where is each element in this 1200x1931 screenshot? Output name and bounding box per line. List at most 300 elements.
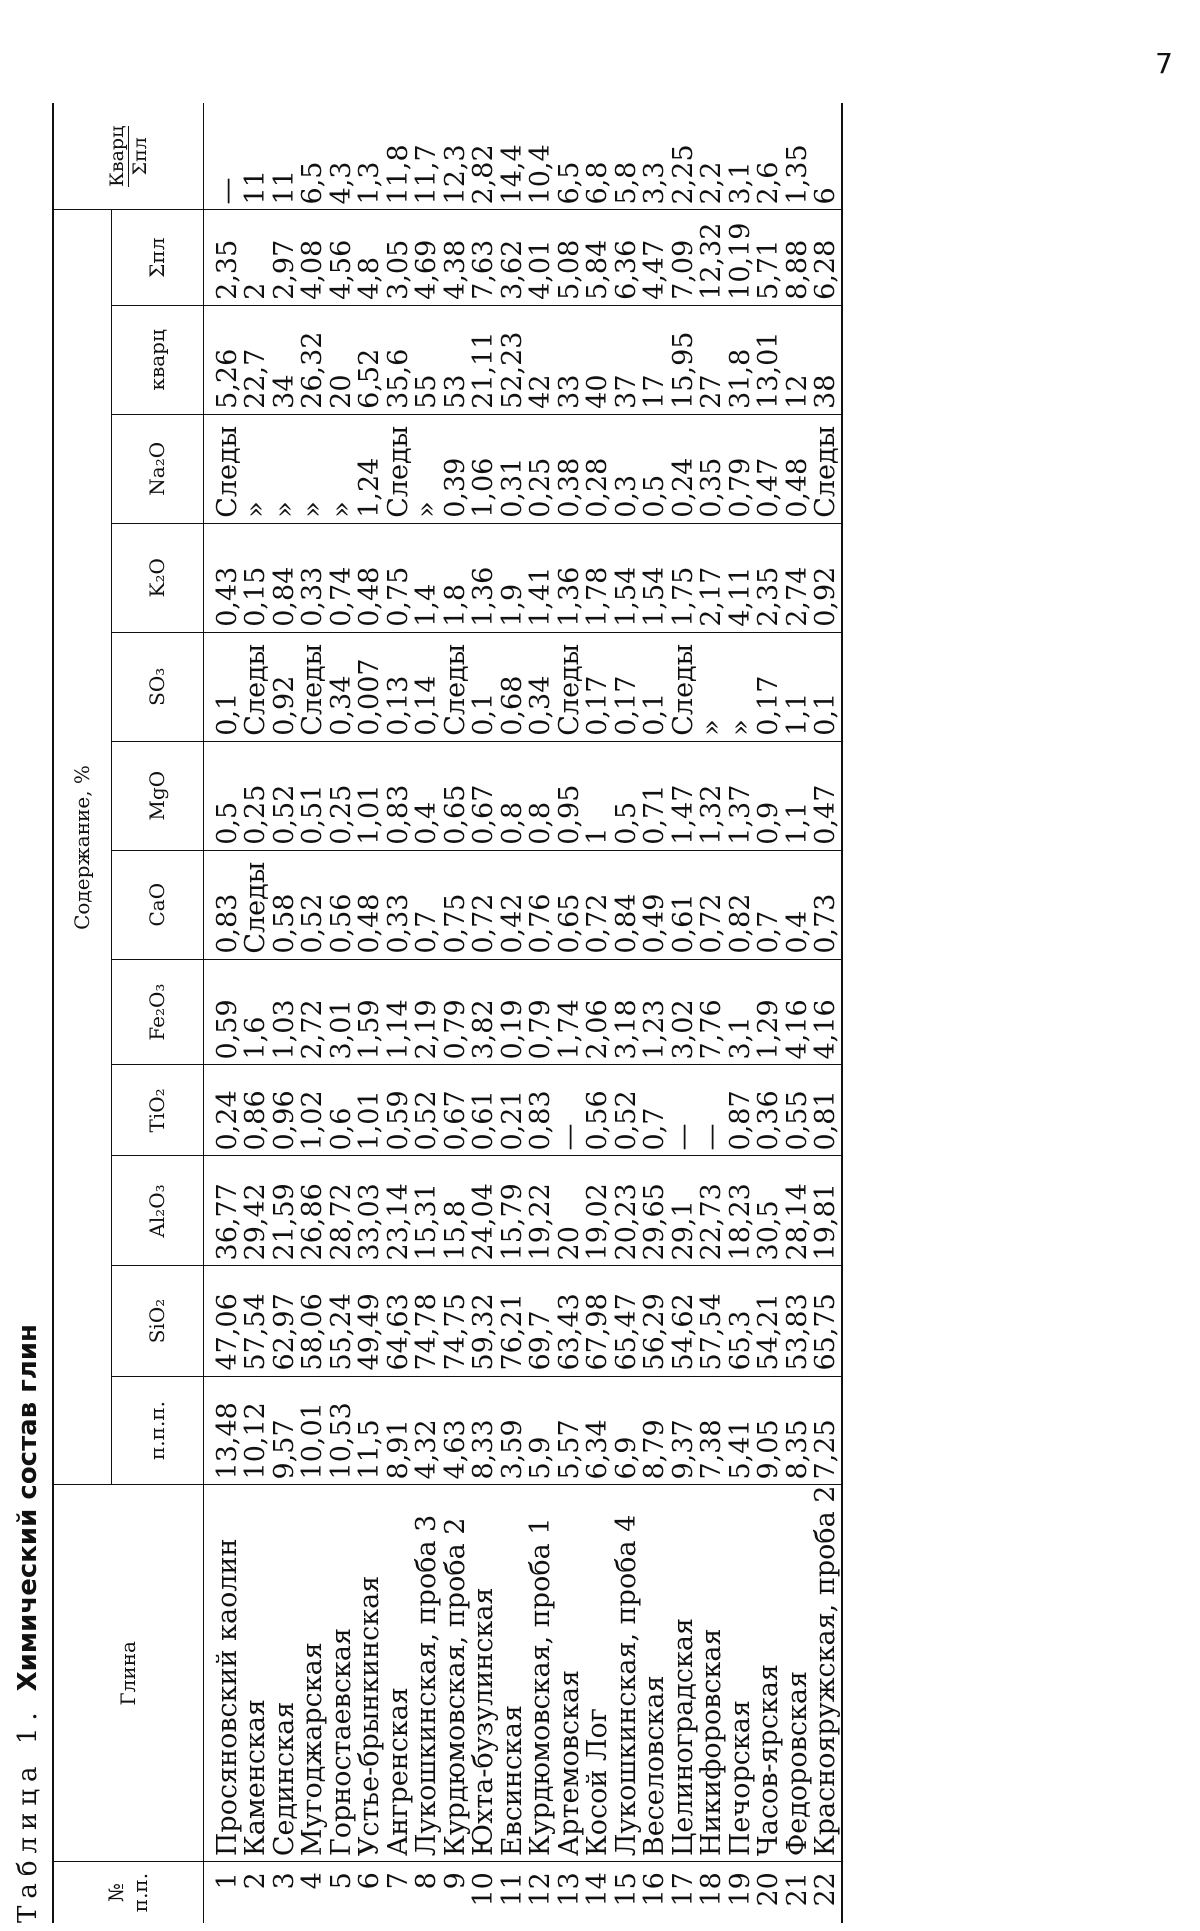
cell-value: 6,8	[584, 103, 613, 210]
cell-value: 12,32	[698, 210, 727, 305]
header-col-3: TiO₂	[111, 1065, 203, 1156]
table-row	[271, 103, 300, 1923]
cell-value: 0,95	[556, 741, 585, 850]
cell-value: 4,11	[727, 523, 756, 632]
cell-value: 76,21	[499, 1266, 528, 1376]
cell-value: 62,97	[271, 1266, 300, 1376]
cell-value: 14,4	[499, 103, 528, 210]
cell-value: 0,35	[698, 414, 727, 523]
cell-value: 1,36	[556, 523, 585, 632]
table-row	[527, 103, 556, 1923]
cell-value: 5,08	[556, 210, 585, 305]
cell-value: 0,82	[727, 850, 756, 959]
cell-value: 0,81	[812, 1065, 842, 1156]
cell-value: 1,06	[470, 414, 499, 523]
table-row	[442, 103, 471, 1923]
cell-value: 0,52	[271, 741, 300, 850]
cell-value: 1,47	[670, 741, 699, 850]
table-row	[499, 103, 528, 1923]
cell-value: »	[299, 414, 328, 523]
cell-value: 21,59	[271, 1156, 300, 1266]
row-number: 7	[382, 1872, 414, 1890]
cell-value: 0,33	[385, 850, 414, 959]
cell-value: 7,25	[812, 1376, 842, 1485]
cell-value: 42	[527, 305, 556, 414]
cell-value: 0,3	[613, 414, 642, 523]
cell-value: 11,7	[413, 103, 442, 210]
cell-value: 1,59	[356, 959, 385, 1065]
cell-value: 47,06	[203, 1266, 242, 1376]
cell-value: 0,43	[203, 523, 242, 632]
cell-value: 11	[242, 103, 271, 210]
cell-value: 0,34	[527, 632, 556, 741]
cell-value: 23,14	[385, 1156, 414, 1266]
cell-value: 26,86	[299, 1156, 328, 1266]
header-content-group: Содержание, %	[53, 210, 111, 1485]
cell-value: 2,35	[755, 523, 784, 632]
cell-value: 0,84	[613, 850, 642, 959]
cell-value: 0,31	[499, 414, 528, 523]
row-number: 17	[667, 1872, 699, 1907]
cell-value: 10,4	[527, 103, 556, 210]
cell-value: 0,42	[499, 850, 528, 959]
cell-value: 9,05	[755, 1376, 784, 1485]
cell-value: —	[556, 1065, 585, 1156]
cell-value: 52,23	[499, 305, 528, 414]
cell-value: 7,63	[470, 210, 499, 305]
cell-value: 0,6	[328, 1065, 357, 1156]
cell-value: 6,5	[299, 103, 328, 210]
cell-value: 0,5	[203, 741, 242, 850]
row-number: 1	[211, 1872, 243, 1890]
cell-value: 0,24	[203, 1065, 242, 1156]
cell-value: 1,41	[527, 523, 556, 632]
table-row	[641, 103, 670, 1923]
table-row	[242, 103, 271, 1923]
cell-value: 0,84	[271, 523, 300, 632]
cell-value: 0,56	[328, 850, 357, 959]
cell-value: 3,02	[670, 959, 699, 1065]
cell-value: 58,06	[299, 1266, 328, 1376]
caption-title: Химический состав глин	[13, 1323, 43, 1692]
cell-value: 1,8	[442, 523, 471, 632]
cell-value: 0,1	[641, 632, 670, 741]
header-num: № п.п.	[53, 1862, 203, 1923]
cell-value: 0,75	[385, 523, 414, 632]
cell-value: 0,87	[727, 1065, 756, 1156]
cell-value: 8,33	[470, 1376, 499, 1485]
cell-value: 64,63	[385, 1266, 414, 1376]
cell-value: 0,59	[203, 959, 242, 1065]
cell-value: 0,67	[442, 1065, 471, 1156]
header-col-9: Na₂O	[111, 414, 203, 523]
cell-value: 0,8	[527, 741, 556, 850]
cell-value: 0,33	[299, 523, 328, 632]
cell-value: 0,71	[641, 741, 670, 850]
cell-value: »	[413, 414, 442, 523]
table-row	[670, 103, 699, 1923]
cell-value: 19,22	[527, 1156, 556, 1266]
cell-value: 0,58	[271, 850, 300, 959]
cell-value: 2	[242, 210, 271, 305]
cell-value: 1,3	[356, 103, 385, 210]
table-row	[328, 103, 357, 1923]
chemical-composition-table	[52, 103, 843, 1923]
cell-value: 0,25	[242, 741, 271, 850]
clay-name: Целиноградская	[670, 1485, 699, 1862]
clay-name: Мугоджарская	[299, 1485, 328, 1862]
cell-value: 35,6	[385, 305, 414, 414]
cell-value: 34	[271, 305, 300, 414]
cell-value: 0,7	[413, 850, 442, 959]
table-row	[784, 103, 813, 1923]
row-number: 19	[724, 1872, 756, 1907]
clay-name: Веселовская	[641, 1485, 670, 1862]
header-col-8: K₂O	[111, 523, 203, 632]
cell-value: 0,59	[385, 1065, 414, 1156]
cell-value: 2,17	[698, 523, 727, 632]
header-ratio-denominator: Σпл	[128, 137, 151, 176]
cell-value: 3,01	[328, 959, 357, 1065]
cell-value: 0,61	[470, 1065, 499, 1156]
cell-value: 28,14	[784, 1156, 813, 1266]
cell-value: 20	[556, 1156, 585, 1266]
cell-value: 63,43	[556, 1266, 585, 1376]
cell-value: Следы	[812, 414, 842, 523]
cell-value: 0,38	[556, 414, 585, 523]
cell-value: 0,79	[527, 959, 556, 1065]
header-col-6: MgO	[111, 741, 203, 850]
cell-value: 4,32	[413, 1376, 442, 1485]
cell-value: 40	[584, 305, 613, 414]
cell-value: 0,83	[385, 741, 414, 850]
cell-value: 2,6	[755, 103, 784, 210]
table-row	[556, 103, 585, 1923]
table-row	[299, 103, 328, 1923]
cell-value: 6,34	[584, 1376, 613, 1485]
cell-value: 7,38	[698, 1376, 727, 1485]
cell-value: Следы	[203, 414, 242, 523]
cell-value: 0,13	[385, 632, 414, 741]
cell-value: »	[698, 632, 727, 741]
cell-value: 31,8	[727, 305, 756, 414]
cell-value: 0,28	[584, 414, 613, 523]
cell-value: 57,54	[242, 1266, 271, 1376]
cell-value: 0,73	[812, 850, 842, 959]
cell-value: 29,42	[242, 1156, 271, 1266]
cell-value: Следы	[385, 414, 414, 523]
table-row	[812, 103, 842, 1923]
cell-value: 1,14	[385, 959, 414, 1065]
header-col-5: CaO	[111, 850, 203, 959]
cell-value: 53,83	[784, 1266, 813, 1376]
cell-value: 0,25	[328, 741, 357, 850]
cell-value: 0,25	[527, 414, 556, 523]
cell-value: 20	[328, 305, 357, 414]
clay-name: Просяновский каолин	[203, 1485, 242, 1862]
cell-value: 55,24	[328, 1266, 357, 1376]
cell-value: 10,01	[299, 1376, 328, 1485]
cell-value: 0,1	[203, 632, 242, 741]
cell-value: 12	[784, 305, 813, 414]
cell-value: 1,74	[556, 959, 585, 1065]
cell-value: 0,83	[203, 850, 242, 959]
cell-value: 1,23	[641, 959, 670, 1065]
cell-value: 1,32	[698, 741, 727, 850]
cell-value: 1,4	[413, 523, 442, 632]
cell-value: 59,32	[470, 1266, 499, 1376]
cell-value: 27	[698, 305, 727, 414]
clay-name: Никифоровская	[698, 1485, 727, 1862]
cell-value: 8,91	[385, 1376, 414, 1485]
cell-value: 30,5	[755, 1156, 784, 1266]
cell-value: 8,88	[784, 210, 813, 305]
row-number: 2	[240, 1872, 271, 1890]
cell-value: 53	[442, 305, 471, 414]
cell-value: 4,16	[784, 959, 813, 1065]
cell-value: 0,52	[413, 1065, 442, 1156]
cell-value: Следы	[242, 632, 271, 741]
cell-value: 55	[413, 305, 442, 414]
cell-value: 0,86	[242, 1065, 271, 1156]
cell-value: 5,26	[203, 305, 242, 414]
cell-value: 3,82	[470, 959, 499, 1065]
cell-value: 0,68	[499, 632, 528, 741]
clay-name: Каменская	[242, 1485, 271, 1862]
row-number: 18	[696, 1872, 727, 1907]
cell-value: 3,3	[641, 103, 670, 210]
cell-value: 0,7	[641, 1065, 670, 1156]
row-number: 22	[812, 1862, 842, 1923]
cell-value: 12,3	[442, 103, 471, 210]
cell-value: »	[727, 632, 756, 741]
cell-value: 56,29	[641, 1266, 670, 1376]
cell-value: 5,57	[556, 1376, 585, 1485]
table-row	[584, 103, 613, 1923]
cell-value: 20,23	[613, 1156, 642, 1266]
header-col-2: Al₂O₃	[111, 1156, 203, 1266]
cell-value: 0,65	[442, 741, 471, 850]
row-number: 20	[753, 1872, 784, 1907]
cell-value: 0,47	[812, 741, 842, 850]
cell-value: 57,54	[698, 1266, 727, 1376]
cell-value: 9,37	[670, 1376, 699, 1485]
header-col-4: Fe₂O₃	[111, 959, 203, 1065]
cell-value: 29,1	[670, 1156, 699, 1266]
cell-value: 22,7	[242, 305, 271, 414]
cell-value: 4,38	[442, 210, 471, 305]
clay-name: Лукошкинская, проба 4	[613, 1485, 642, 1862]
cell-value: 6,5	[556, 103, 585, 210]
cell-value: 37	[613, 305, 642, 414]
cell-value: 4,56	[328, 210, 357, 305]
cell-value: 13,01	[755, 305, 784, 414]
cell-value: 67,98	[584, 1266, 613, 1376]
cell-value: 0,9	[755, 741, 784, 850]
cell-value: 3,1	[727, 103, 756, 210]
cell-value: 18,23	[727, 1156, 756, 1266]
cell-value: 3,1	[727, 959, 756, 1065]
cell-value: 1,78	[584, 523, 613, 632]
cell-value: 0,39	[442, 414, 471, 523]
row-number: 11	[496, 1872, 528, 1907]
cell-value: 17	[641, 305, 670, 414]
cell-value: 0,007	[356, 632, 385, 741]
cell-value: 0,55	[784, 1065, 813, 1156]
cell-value: 74,78	[413, 1266, 442, 1376]
header-col-1: SiO₂	[111, 1266, 203, 1376]
cell-value: Следы	[299, 632, 328, 741]
cell-value: 1,24	[356, 414, 385, 523]
cell-value: 3,59	[499, 1376, 528, 1485]
cell-value: 0,74	[328, 523, 357, 632]
row-number: 5	[325, 1872, 357, 1890]
cell-value: 0,65	[556, 850, 585, 959]
cell-value: 4,01	[527, 210, 556, 305]
clay-name: Краснояружская, проба 2	[812, 1485, 842, 1862]
cell-value: —	[203, 103, 242, 210]
cell-value: 15,31	[413, 1156, 442, 1266]
cell-value: 0,8	[499, 741, 528, 850]
cell-value: 2,97	[271, 210, 300, 305]
row-number: 10	[468, 1872, 499, 1907]
cell-value: 4,69	[413, 210, 442, 305]
cell-value: 3,62	[499, 210, 528, 305]
cell-value: 1,1	[784, 741, 813, 850]
clay-name: Горностаевская	[328, 1485, 357, 1862]
cell-value: 0,47	[755, 414, 784, 523]
cell-value: 1,36	[470, 523, 499, 632]
cell-value: »	[328, 414, 357, 523]
cell-value: 65,75	[812, 1266, 842, 1376]
cell-value: —	[670, 1065, 699, 1156]
cell-value: 1,03	[271, 959, 300, 1065]
cell-value: 0,52	[613, 1065, 642, 1156]
clay-name: Печорская	[727, 1485, 756, 1862]
cell-value: 22,73	[698, 1156, 727, 1266]
cell-value: 11,5	[356, 1376, 385, 1485]
cell-value: 6,28	[812, 210, 842, 305]
table-row	[755, 103, 784, 1923]
cell-value: 0,17	[584, 632, 613, 741]
clay-name: Сединская	[271, 1485, 300, 1862]
caption-label: Таблица 1.	[13, 1705, 43, 1923]
cell-value: 33,03	[356, 1156, 385, 1266]
cell-value: 2,82	[470, 103, 499, 210]
clay-name: Косой Лог	[584, 1485, 613, 1862]
cell-value: 0,17	[613, 632, 642, 741]
cell-value: 8,79	[641, 1376, 670, 1485]
cell-value: 0,75	[442, 850, 471, 959]
header-col-7: SO₃	[111, 632, 203, 741]
cell-value: 0,92	[812, 523, 842, 632]
cell-value: 5,71	[755, 210, 784, 305]
cell-value: 38	[812, 305, 842, 414]
cell-value: 19,02	[584, 1156, 613, 1266]
cell-value: 10,12	[242, 1376, 271, 1485]
row-number: 4	[297, 1872, 328, 1890]
cell-value: 0,34	[328, 632, 357, 741]
cell-value: 0,76	[527, 850, 556, 959]
cell-value: 0,72	[470, 850, 499, 959]
table-row	[698, 103, 727, 1923]
cell-value: 4,3	[328, 103, 357, 210]
clay-name: Ангренская	[385, 1485, 414, 1862]
cell-value: —	[698, 1065, 727, 1156]
cell-value: 0,19	[499, 959, 528, 1065]
cell-value: 21,11	[470, 305, 499, 414]
row-number: 8	[411, 1872, 442, 1890]
cell-value: 0,1	[812, 632, 842, 741]
clay-name: Курдюмовская, проба 1	[527, 1485, 556, 1862]
row-number: 6	[354, 1872, 385, 1890]
cell-value: 1,75	[670, 523, 699, 632]
cell-value: 15,8	[442, 1156, 471, 1266]
cell-value: 0,17	[755, 632, 784, 741]
cell-value: 2,25	[670, 103, 699, 210]
cell-value: 0,72	[584, 850, 613, 959]
clay-name: Юхта-бузулинская	[470, 1485, 499, 1862]
cell-value: 1,37	[727, 741, 756, 850]
cell-value: 10,19	[727, 210, 756, 305]
cell-value: 15,95	[670, 305, 699, 414]
header-name: Глина	[53, 1485, 203, 1862]
cell-value: 0,5	[613, 741, 642, 850]
cell-value: 1	[584, 741, 613, 850]
row-number: 16	[639, 1872, 670, 1907]
cell-value: 0,48	[784, 414, 813, 523]
cell-value: 1,9	[499, 523, 528, 632]
cell-value: 15,79	[499, 1156, 528, 1266]
cell-value: 6,36	[613, 210, 642, 305]
cell-value: 2,19	[413, 959, 442, 1065]
cell-value: 4,8	[356, 210, 385, 305]
cell-value: 54,21	[755, 1266, 784, 1376]
cell-value: 0,72	[698, 850, 727, 959]
cell-value: 0,79	[442, 959, 471, 1065]
cell-value: 5,9	[527, 1376, 556, 1485]
cell-value: 54,62	[670, 1266, 699, 1376]
header-ratio-numerator: Кварц	[105, 125, 128, 187]
cell-value: 28,72	[328, 1156, 357, 1266]
cell-value: 29,65	[641, 1156, 670, 1266]
row-number: 21	[781, 1872, 813, 1907]
cell-value: 11,8	[385, 103, 414, 210]
cell-value: 0,4	[413, 741, 442, 850]
cell-value: 69,7	[527, 1266, 556, 1376]
cell-value: 65,3	[727, 1266, 756, 1376]
cell-value: 10,53	[328, 1376, 357, 1485]
cell-value: 4,16	[812, 959, 842, 1065]
cell-value: Следы	[556, 632, 585, 741]
cell-value: 1,54	[641, 523, 670, 632]
cell-value: 0,61	[670, 850, 699, 959]
table-row	[385, 103, 414, 1923]
cell-value: 5,41	[727, 1376, 756, 1485]
row-number: 14	[582, 1872, 613, 1907]
table-row	[413, 103, 442, 1923]
cell-value: 7,76	[698, 959, 727, 1065]
cell-value: 19,81	[812, 1156, 842, 1266]
cell-value: 11	[271, 103, 300, 210]
cell-value: 0,21	[499, 1065, 528, 1156]
table-row	[470, 103, 499, 1923]
cell-value: 3,18	[613, 959, 642, 1065]
clay-name: Евсинская	[499, 1485, 528, 1862]
cell-value: 0,7	[755, 850, 784, 959]
cell-value: 8,35	[784, 1376, 813, 1485]
cell-value: 0,49	[641, 850, 670, 959]
